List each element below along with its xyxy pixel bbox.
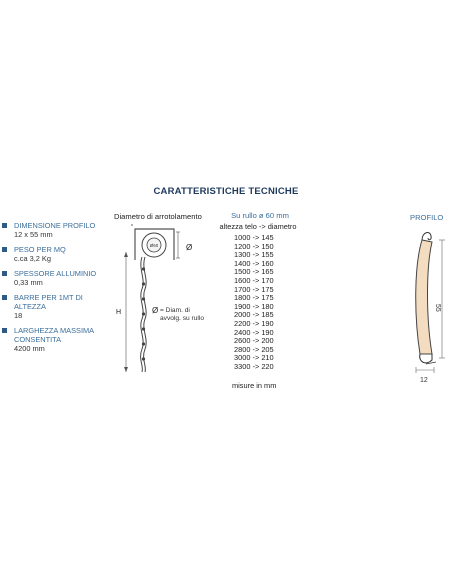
spec-label: LARGHEZZA MASSIMA CONSENTITA bbox=[14, 326, 94, 344]
square-bullet-icon bbox=[2, 223, 7, 228]
page-title: CARATTERISTICHE TECNICHE bbox=[153, 186, 299, 197]
table-row: 1600 -> 170 bbox=[234, 275, 274, 285]
square-bullet-icon bbox=[2, 295, 7, 300]
table-row: 1400 -> 160 bbox=[234, 258, 274, 268]
table-row: 1900 -> 180 bbox=[234, 301, 274, 311]
diameter-symbol: Ø bbox=[186, 243, 193, 252]
table-row: 1200 -> 150 bbox=[234, 241, 274, 251]
spec-label: BARRE PER 1MT DI ALTEZZA bbox=[14, 293, 83, 311]
height-label: H bbox=[116, 309, 122, 316]
diagram-legend bbox=[160, 307, 204, 323]
table-row: 1300 -> 155 bbox=[234, 250, 274, 260]
diagram-heading: Diametro di arrotolamento bbox=[114, 212, 202, 221]
table-row: 1000 -> 145 bbox=[234, 233, 274, 242]
spec-value: 18 bbox=[14, 311, 23, 320]
spec-item bbox=[2, 269, 120, 287]
diameter-table bbox=[208, 211, 304, 390]
spec-item bbox=[2, 221, 120, 239]
spec-label: DIMENSIONE PROFILO bbox=[14, 221, 96, 230]
table-subheading: altezza telo -> diametro bbox=[219, 222, 297, 231]
table-row: 2000 -> 185 bbox=[234, 310, 274, 320]
table-row: 3300 -> 220 bbox=[234, 361, 274, 371]
table-row: 1800 -> 175 bbox=[234, 293, 274, 303]
legend-line: = Diam. di bbox=[160, 307, 190, 314]
spec-value: 4200 mm bbox=[14, 344, 45, 353]
square-bullet-icon bbox=[2, 247, 7, 252]
table-footer: misure in mm bbox=[232, 380, 277, 390]
table-row: 1700 -> 175 bbox=[234, 284, 274, 294]
table-row: 2400 -> 190 bbox=[234, 327, 274, 337]
spec-item bbox=[2, 245, 120, 263]
roller-label: Ø60 bbox=[149, 243, 159, 248]
roller-diagram bbox=[112, 224, 212, 384]
legend-diameter-symbol: Ø bbox=[152, 306, 159, 315]
square-bullet-icon bbox=[2, 328, 7, 333]
spec-item bbox=[2, 293, 120, 320]
table-row: 2800 -> 205 bbox=[234, 344, 274, 354]
table-row: 1500 -> 165 bbox=[234, 267, 274, 277]
table-rows bbox=[208, 234, 304, 372]
spec-label: SPESSORE ALLUMINIO bbox=[14, 269, 97, 278]
spec-label: PESO PER MQ bbox=[14, 245, 66, 254]
table-row: 2600 -> 200 bbox=[234, 336, 274, 346]
spec-item bbox=[2, 326, 120, 353]
profile-slat bbox=[416, 240, 432, 354]
profile-height-label: 55 bbox=[434, 304, 441, 312]
table-row: 3000 -> 210 bbox=[234, 353, 274, 363]
spec-value: c.ca 3,2 Kg bbox=[14, 254, 51, 263]
specs-list bbox=[2, 221, 120, 359]
table-heading: Su rullo ø 60 mm bbox=[231, 211, 289, 220]
profile-heading: PROFILO bbox=[410, 213, 444, 222]
legend-line: avvolg. su rullo bbox=[160, 315, 204, 322]
profile-width-label: 12 bbox=[420, 377, 428, 384]
square-bullet-icon bbox=[2, 271, 7, 276]
spec-value: 0,33 mm bbox=[14, 278, 43, 287]
spec-value: 12 x 55 mm bbox=[14, 230, 53, 239]
profile-drawing bbox=[396, 226, 450, 388]
table-row: 2200 -> 190 bbox=[234, 318, 274, 328]
